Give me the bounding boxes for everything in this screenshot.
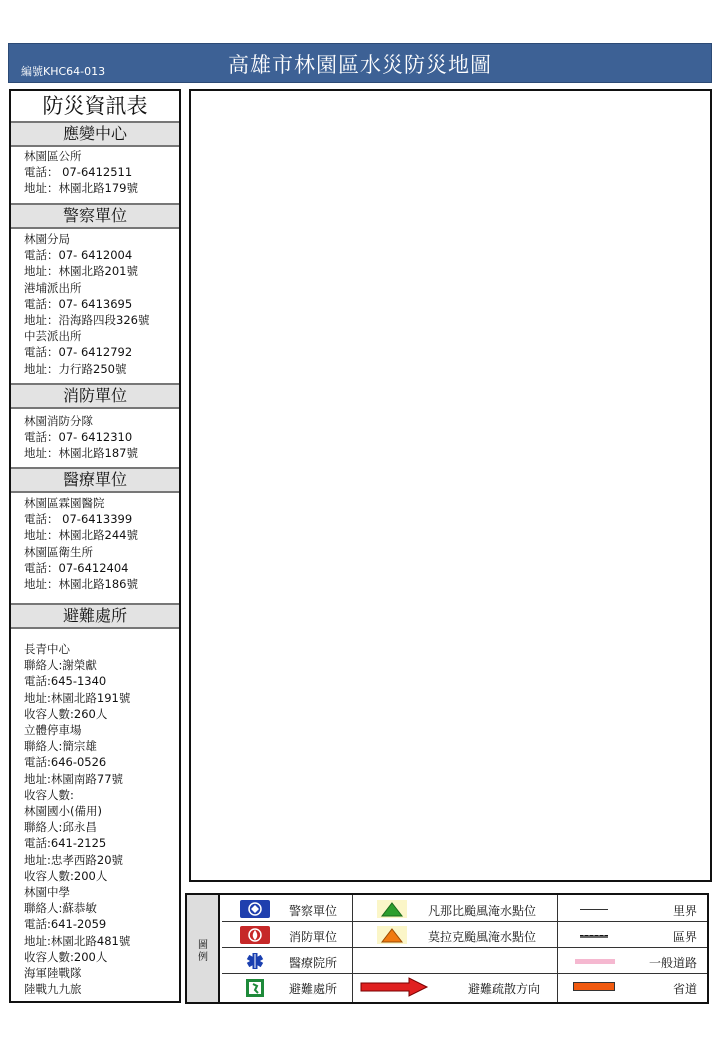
info-line: 地址：林園北路201號 bbox=[24, 264, 138, 279]
info-line: 電話:646-0526 bbox=[24, 755, 107, 770]
orange-triangle-icon bbox=[377, 926, 407, 944]
map-area[interactable] bbox=[189, 89, 712, 882]
info-line: 收容人數:200人 bbox=[24, 949, 108, 964]
village-boundary-line-icon bbox=[580, 909, 608, 910]
info-line: 林園區霖園醫院 bbox=[24, 496, 105, 510]
section-body-medical bbox=[24, 495, 177, 592]
medical-star-icon bbox=[240, 952, 270, 970]
info-line: 電話：07- 6413695 bbox=[24, 296, 133, 311]
map-header bbox=[8, 43, 712, 83]
info-line: 長青中心 bbox=[24, 642, 70, 656]
info-line: 電話：07- 6412792 bbox=[24, 345, 133, 360]
info-line: 林園分局 bbox=[24, 232, 70, 246]
info-line: 聯絡人:蘇恭敏 bbox=[24, 901, 97, 916]
info-line: 電話： 07-6413399 bbox=[24, 512, 133, 527]
section-body-fire bbox=[24, 413, 177, 462]
section-header-fire: 消防單位 bbox=[11, 383, 179, 409]
info-line: 地址：力行路250號 bbox=[24, 361, 127, 376]
evacuation-arrow-icon bbox=[359, 977, 429, 997]
info-line: 地址：沿海路四段326號 bbox=[24, 313, 150, 328]
info-line: 收容人數: bbox=[24, 787, 74, 802]
info-line: 林園中學 bbox=[24, 885, 70, 900]
info-line: 海軍陸戰隊 bbox=[24, 966, 82, 981]
info-line: 收容人數:260人 bbox=[24, 706, 108, 721]
info-line: 電話:641-2125 bbox=[24, 836, 107, 851]
info-line: 地址:林園南路77號 bbox=[24, 771, 124, 786]
info-line: 地址：林園北路187號 bbox=[24, 446, 138, 461]
police-badge-icon bbox=[240, 900, 270, 918]
section-body-shelter bbox=[24, 641, 177, 997]
legend-label-general-road: 一般道路 bbox=[648, 956, 697, 970]
legend-label-provincial-road: 省道 bbox=[672, 982, 697, 996]
info-line: 地址:忠孝西路20號 bbox=[24, 852, 124, 867]
legend-label-evacuation-direction: 避難疏散方向 bbox=[468, 982, 541, 996]
general-road-line-icon bbox=[575, 959, 615, 964]
emergency-exit-icon bbox=[240, 978, 270, 998]
info-line: 林園區衛生所 bbox=[24, 544, 93, 559]
info-line: 陸戰九九旅 bbox=[24, 982, 82, 997]
info-line: 地址：林園北路244號 bbox=[24, 528, 138, 543]
info-line: 電話:645-1340 bbox=[24, 674, 107, 689]
info-line: 電話：07- 6412310 bbox=[24, 430, 133, 445]
legend bbox=[185, 893, 709, 1004]
info-line: 立體停車場 bbox=[24, 723, 82, 738]
info-line: 電話：07- 6412004 bbox=[24, 248, 133, 263]
fire-badge-icon bbox=[240, 926, 270, 944]
section-body-response-center bbox=[24, 148, 177, 197]
info-line: 中芸派出所 bbox=[24, 329, 82, 344]
info-line: 聯絡人:邱永昌 bbox=[24, 820, 97, 835]
green-triangle-icon bbox=[377, 900, 407, 918]
info-panel-title: 防災資訊表 bbox=[42, 94, 148, 118]
info-line: 地址：林園北路179號 bbox=[24, 181, 138, 196]
info-line: 收容人數:200人 bbox=[24, 868, 108, 883]
info-line: 林園消防分隊 bbox=[24, 414, 93, 428]
info-line: 電話:641-2059 bbox=[24, 917, 107, 932]
legend-tag-label: 圖例 bbox=[198, 940, 208, 963]
legend-label-medical: 醫療院所 bbox=[289, 956, 338, 970]
info-line: 聯絡人:簡宗雄 bbox=[24, 739, 97, 754]
provincial-road-line-icon bbox=[573, 982, 615, 991]
section-header-response-center: 應變中心 bbox=[11, 121, 179, 147]
district-boundary-line-icon bbox=[580, 935, 608, 938]
info-line: 電話：07-6412404 bbox=[24, 560, 129, 575]
info-line: 林園國小(備用) bbox=[24, 804, 102, 819]
legend-label-fanapi-flood: 凡那比颱風淹水點位 bbox=[428, 904, 537, 918]
legend-label-village-boundary: 里界 bbox=[672, 904, 697, 918]
legend-label-police: 警察單位 bbox=[289, 904, 338, 918]
section-body-police bbox=[24, 231, 177, 377]
section-header-shelter: 避難處所 bbox=[11, 603, 179, 629]
info-line: 港埔派出所 bbox=[24, 280, 82, 295]
legend-tag bbox=[187, 895, 220, 1002]
legend-label-shelter: 避難處所 bbox=[289, 982, 338, 996]
map-code: 編號KHC64-013 bbox=[21, 65, 106, 78]
section-header-medical: 醫療單位 bbox=[11, 467, 179, 493]
map-title: 高雄市林園區水災防災地圖 bbox=[228, 53, 492, 77]
info-line: 地址：林園北路186號 bbox=[24, 577, 138, 592]
section-header-police: 警察單位 bbox=[11, 203, 179, 229]
legend-label-district-boundary: 區界 bbox=[672, 930, 697, 944]
info-line: 地址:林園北路481號 bbox=[24, 933, 131, 948]
info-line: 電話： 07-6412511 bbox=[24, 165, 133, 180]
legend-label-fire: 消防單位 bbox=[289, 930, 338, 944]
info-panel bbox=[9, 89, 181, 1003]
legend-label-morakot-flood: 莫拉克颱風淹水點位 bbox=[428, 930, 537, 944]
info-line: 地址:林園北路191號 bbox=[24, 690, 131, 705]
info-line: 聯絡人:謝榮獻 bbox=[24, 658, 97, 673]
info-line: 林園區公所 bbox=[24, 149, 82, 163]
